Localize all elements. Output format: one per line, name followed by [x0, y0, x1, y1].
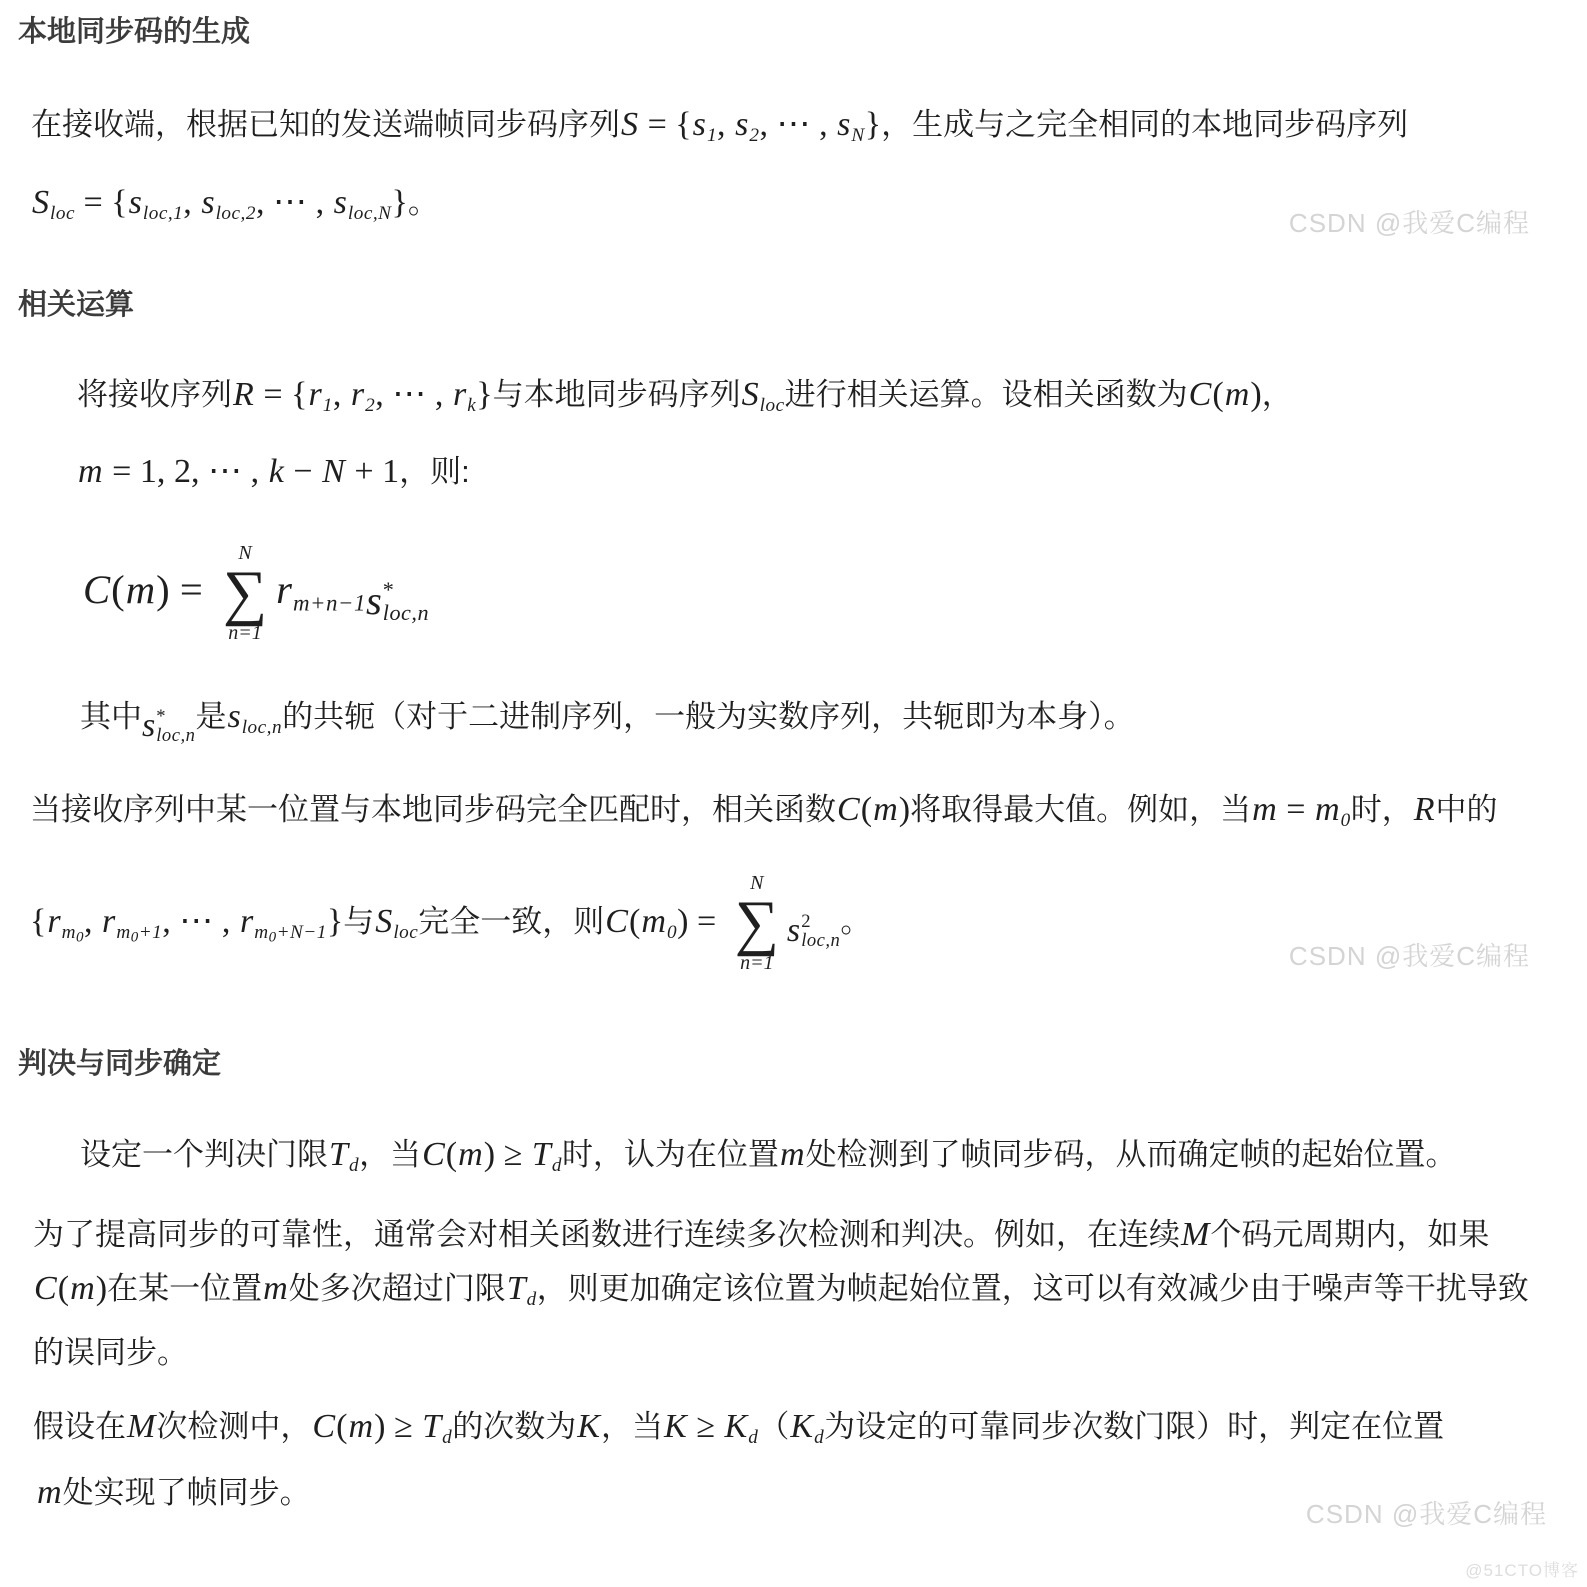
paragraph-line [80, 1134, 1457, 1178]
superscript: * [382, 577, 395, 603]
51cto-watermark: @51CTO博客 [1465, 1561, 1579, 1580]
csdn-watermark: CSDN @我爱C编程 [1288, 208, 1530, 238]
subscript-text: d [526, 1289, 537, 1311]
sigma-glyph: ∑ [222, 558, 268, 627]
superscript: 2 [801, 910, 811, 932]
math-variable: M [1181, 1216, 1210, 1253]
math-variable: m [779, 1136, 805, 1173]
subscript-text: loc,N [347, 203, 392, 225]
cjk-text: 的次数为 [452, 1409, 577, 1444]
cjk-text: 次检测中， [156, 1409, 312, 1444]
correlation-formula [82, 534, 429, 646]
math-operator: , [332, 376, 350, 413]
paragraph-line-with-formula [30, 858, 871, 986]
subscript [442, 1427, 452, 1448]
subscript-text: 2 [365, 395, 376, 417]
subscript [1341, 810, 1351, 831]
math-variable: C [422, 1136, 445, 1173]
math-variable: s [142, 707, 156, 745]
subscript: loc,n [156, 725, 196, 747]
paragraph-line [31, 182, 439, 226]
nested-subscript: 0 [130, 929, 139, 946]
cjk-text: 与本地同步码序列 [492, 377, 741, 412]
math-variable: m [348, 1408, 374, 1445]
cjk-text: ，生成与之完全相同的本地同步码序列 [881, 107, 1409, 142]
math-operator: = 1, 2, ⋯ , [103, 453, 268, 490]
cjk-text: 完全一致，则 [418, 904, 605, 939]
math-operator: + 1 [345, 453, 400, 490]
math-variable: C [837, 791, 860, 828]
subscript [667, 922, 677, 943]
subscript-text: 0 [1340, 810, 1351, 832]
sup-sub-column [801, 912, 840, 951]
cjk-text: （ [758, 1409, 790, 1444]
subscript [748, 1427, 758, 1448]
math-variable: S [621, 106, 639, 143]
math-operator: ) ≥ [374, 1408, 422, 1445]
math-variable: K [664, 1408, 687, 1445]
math-variable: K [790, 1408, 814, 1445]
subscript [323, 395, 333, 416]
paragraph-line [33, 1334, 188, 1373]
sum-lower-limit: n=1 [740, 952, 774, 975]
subscript-text: d [348, 1155, 360, 1177]
paragraph-line [77, 451, 470, 494]
math-variable: r [239, 903, 254, 940]
math-operator: ) [898, 791, 911, 828]
cjk-text: 的共轭（对于二进制序列，一般为实数序列，共轭即为本身）。 [282, 699, 1135, 734]
nested-subscript: 0 [76, 929, 84, 946]
math-variable: r [47, 903, 61, 940]
math-variable: r [452, 376, 467, 413]
math-operator: ) [1250, 376, 1262, 413]
summation-symbol [223, 542, 267, 645]
math-operator: ( [1212, 376, 1224, 413]
math-operator: , [84, 903, 102, 940]
math-operator: } [476, 376, 493, 413]
math-operator: = { [75, 184, 128, 221]
paragraph-line [30, 789, 1498, 833]
subscript [467, 395, 476, 416]
cjk-text: 为了提高同步的可靠性，通常会对相关函数进行连续多次检测和判决。例如，在连续 [33, 1217, 1180, 1252]
subscript-text: 1 [322, 395, 333, 417]
subscript-text: +N−1 [276, 922, 327, 944]
subscript [293, 590, 366, 615]
subscript-text: 1 [706, 125, 718, 147]
math-operator: ) ≥ [483, 1136, 531, 1173]
math-variable: m [37, 1474, 62, 1511]
math-operator: , ⋯ , [375, 376, 452, 413]
math-variable: C [83, 567, 111, 612]
cjk-text: 时，认为在位置 [561, 1137, 779, 1172]
math-variable: s [837, 106, 851, 143]
subscript [393, 922, 418, 943]
subscript-text: d [748, 1427, 759, 1449]
subscript-text: k [467, 395, 477, 417]
sum-upper-limit: N [750, 872, 764, 895]
subscript [527, 1289, 537, 1310]
subscript-text: m [254, 922, 269, 944]
subscript [552, 1155, 562, 1176]
subscript-text: N [851, 125, 865, 147]
math-variable: r [350, 376, 365, 413]
paragraph-line [77, 374, 1293, 418]
sup-sub-column [383, 578, 429, 625]
cjk-text: 在某一位置 [107, 1271, 263, 1306]
math-variable: s [692, 106, 706, 143]
math-variable: C [312, 1408, 336, 1445]
cjk-text: 当接收序列中某一位置与本地同步码完全匹配时，相关函数 [30, 792, 836, 827]
cjk-text: 处检测到了帧同步码，从而确定帧的起始位置。 [805, 1137, 1457, 1172]
math-operator: = { [254, 376, 308, 413]
math-variable: s [201, 184, 215, 221]
sup-sub-column [156, 707, 195, 746]
cjk-text: 处多次超过门限 [288, 1271, 506, 1306]
subscript-text: loc,1 [142, 203, 184, 225]
cjk-text: 将接收序列 [77, 377, 232, 412]
subscript [814, 1427, 824, 1448]
math-variable: S [375, 903, 393, 940]
math-variable: T [422, 1408, 442, 1445]
cjk-text: 进行相关运算。设相关函数为 [784, 377, 1188, 412]
sum-lower-limit: n=1 [228, 621, 262, 644]
paragraph-line [31, 104, 1408, 148]
subscript [50, 203, 75, 224]
math-operator: , ⋯ , [759, 106, 837, 143]
summation-symbol [735, 872, 779, 975]
subscript-text: loc [393, 922, 419, 944]
subscript [707, 125, 717, 146]
math-variable: s [786, 912, 801, 950]
math-variable: N [322, 453, 345, 490]
math-variable: C [605, 903, 629, 940]
subscript: loc,n [801, 930, 841, 952]
sum-upper-limit: N [238, 541, 252, 564]
sigma-glyph: ∑ [734, 889, 779, 958]
math-operator: ( [445, 1136, 458, 1173]
math-variable: m [125, 567, 156, 612]
paragraph-line [33, 1406, 1444, 1450]
math-variable: s [735, 106, 749, 143]
subscript-text: d [551, 1155, 562, 1177]
subscript-text: m [116, 922, 131, 944]
math-operator: = { [639, 106, 692, 143]
math-variable: m [458, 1136, 483, 1173]
cjk-text: 为设定的可靠同步次数门限）时，判定在位置 [824, 1409, 1445, 1444]
math-variable: k [268, 453, 284, 490]
subscript [143, 203, 183, 224]
subscript-text: loc,n [241, 717, 283, 739]
math-variable: S [741, 376, 759, 413]
math-variable: m [78, 453, 103, 490]
paragraph-line [33, 1214, 1489, 1257]
math-variable: r [102, 903, 116, 940]
math-variable: m [1252, 791, 1277, 828]
subscript [348, 203, 392, 224]
math-variable: K [724, 1408, 748, 1445]
var-with-sup-sub [366, 578, 429, 625]
cjk-text: ，则更加确定该位置为帧起始位置，这可以有效减少由于噪声等干扰导致 [536, 1271, 1529, 1306]
math-operator: , ⋯ , [255, 184, 333, 221]
cjk-text: 是 [195, 699, 227, 734]
subscript-text: m+n−1 [292, 590, 366, 616]
subscript-text: +1 [138, 922, 163, 944]
math-variable: R [233, 376, 254, 413]
math-operator: − [284, 453, 322, 490]
subscript [116, 922, 163, 946]
math-variable: S [32, 184, 50, 221]
math-variable: s [365, 578, 382, 624]
section-heading-correlation: 相关运算 [18, 289, 135, 321]
math-operator: ) = [156, 567, 213, 612]
math-operator: } [391, 184, 408, 221]
subscript-text: m [61, 922, 76, 944]
math-operator: } [864, 106, 882, 143]
csdn-watermark: CSDN @我爱C编程 [1305, 1499, 1547, 1529]
cjk-text: 其中 [80, 699, 142, 734]
math-variable: K [577, 1408, 600, 1445]
math-operator: ( [336, 1408, 348, 1445]
math-variable: R [1413, 791, 1435, 828]
math-variable: C [1188, 376, 1212, 413]
subscript-text: loc [50, 203, 76, 225]
math-operator: ( [629, 903, 641, 940]
subscript [760, 395, 785, 416]
section-heading-local-sync-generation: 本地同步码的生成 [18, 16, 251, 48]
cjk-text: 时， [1350, 792, 1413, 827]
cjk-text: ，当 [601, 1409, 663, 1444]
math-variable: m [1224, 376, 1250, 413]
math-operator: ( [57, 1270, 70, 1307]
math-variable: r [276, 567, 292, 612]
math-operator: { [30, 903, 47, 940]
math-variable: T [531, 1136, 551, 1173]
cjk-text: 个码元周期内，如果 [1210, 1217, 1490, 1252]
subscript-text: loc [759, 395, 785, 417]
superscript: * [156, 705, 167, 727]
math-variable: s [333, 184, 347, 221]
paragraph-line [80, 696, 1135, 746]
subscript-text: d [442, 1427, 453, 1449]
subscript-text: 0 [667, 922, 678, 944]
var-with-sup-sub [787, 912, 840, 951]
cjk-text: 与 [343, 904, 375, 939]
cjk-text: ，则: [399, 454, 470, 489]
subscript [749, 125, 759, 146]
math-operator: , [717, 106, 735, 143]
math-variable: m [70, 1270, 95, 1307]
math-operator: = [1277, 791, 1314, 828]
cjk-text: 在接收端，根据已知的发送端帧同步码序列 [31, 107, 620, 142]
math-operator: , ⋯ , [162, 903, 239, 940]
cjk-text: 。 [840, 904, 872, 939]
cjk-text: 设定一个判决门限 [80, 1137, 328, 1172]
cjk-text: 。 [407, 185, 439, 220]
math-variable: T [329, 1136, 348, 1173]
math-variable: T [506, 1270, 526, 1307]
subscript [61, 922, 84, 946]
cjk-text: 处实现了帧同步。 [62, 1475, 311, 1510]
subscript [365, 395, 375, 416]
var-with-sup-sub [142, 707, 195, 746]
subscript [349, 1155, 359, 1176]
subscript-text: d [814, 1427, 825, 1449]
math-variable: M [127, 1408, 156, 1445]
math-variable: m [1314, 791, 1340, 828]
subscript-text: 2 [749, 125, 760, 147]
subscript [216, 203, 256, 224]
math-variable: r [308, 376, 322, 413]
section-heading-decision: 判决与同步确定 [18, 1048, 222, 1080]
math-operator: ( [860, 791, 873, 828]
math-variable: m [873, 791, 898, 828]
subscript [254, 922, 327, 946]
math-operator: ≥ [687, 1408, 724, 1445]
paragraph-line [36, 1472, 311, 1515]
subscript: loc,n [382, 600, 430, 626]
math-operator: ) = [677, 903, 725, 940]
subscript-text: loc,2 [215, 203, 256, 225]
math-operator: } [326, 903, 344, 940]
math-variable: C [34, 1270, 57, 1307]
math-operator: ) [95, 1270, 108, 1307]
cjk-text: 假设在 [33, 1409, 126, 1444]
math-variable: m [263, 1270, 288, 1307]
cjk-text: ，当 [359, 1137, 422, 1172]
cjk-text: 中的 [1435, 792, 1498, 827]
csdn-watermark: CSDN @我爱C编程 [1288, 941, 1530, 971]
paragraph-line [33, 1268, 1529, 1312]
math-operator: ( [111, 567, 125, 612]
subscript [242, 717, 282, 738]
math-variable: m [641, 903, 666, 940]
math-variable: s [227, 698, 241, 735]
cjk-text: ， [1261, 377, 1293, 412]
math-variable: s [128, 184, 142, 221]
cjk-text: 将取得最大值。例如，当 [910, 792, 1252, 827]
math-operator: , [183, 184, 201, 221]
nested-subscript: 0 [268, 929, 277, 946]
subscript [851, 125, 864, 146]
cjk-text: 的误同步。 [33, 1335, 188, 1370]
